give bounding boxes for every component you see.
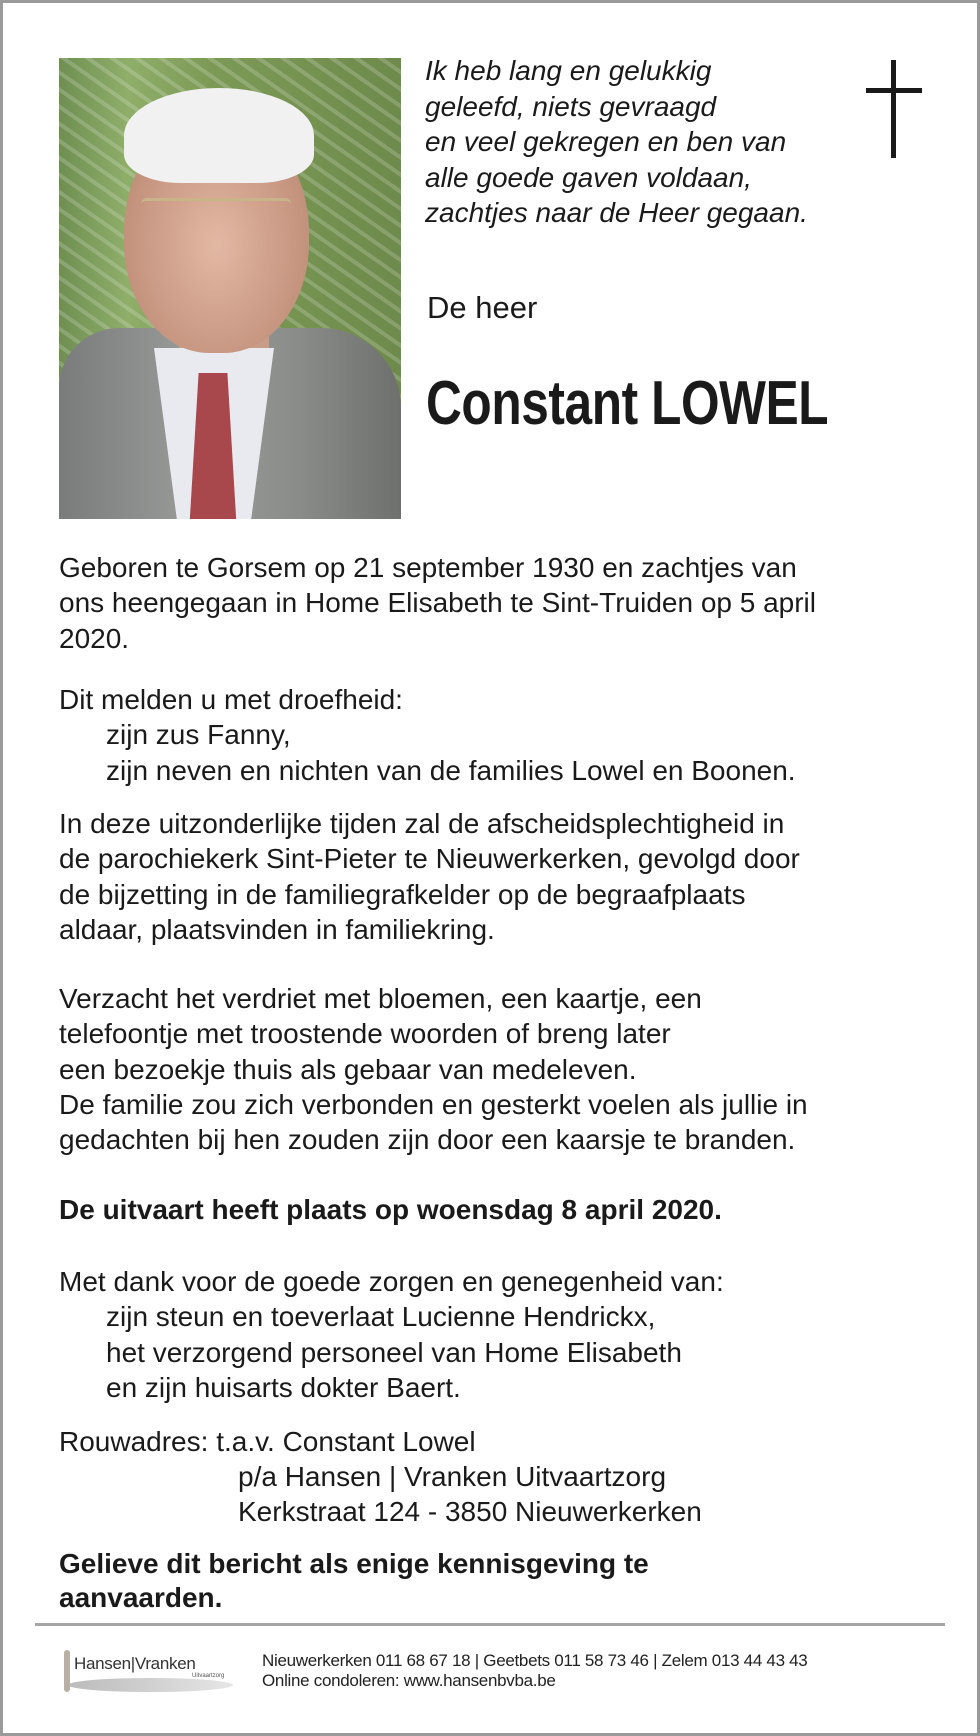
text-line: de bijzetting in de familiegrafkelder op de begraafplaats (59, 878, 746, 910)
salutation: De heer (427, 290, 538, 325)
text-line: gedachten bij hen zouden zijn door een kaarsje te branden. (59, 1124, 796, 1156)
quote-line: Ik heb lang en gelukkig (425, 55, 712, 86)
announce-paragraph (59, 682, 796, 788)
text-line: telefoontje met troostende woorden of breng later (59, 1018, 671, 1050)
closing-note (59, 1547, 649, 1615)
text-line: Geboren te Gorsem op 21 september 1930 en zachtjes van (59, 552, 797, 583)
list-item: en zijn huisarts dokter Baert. (106, 1371, 461, 1403)
funeral-date: De uitvaart heeft plaats op woensdag 8 april 2020. (59, 1194, 722, 1225)
text-line: aanvaarden. (59, 1582, 223, 1613)
quote-line: en veel gekregen en ben van (425, 126, 787, 157)
text-line: de parochiekerk Sint-Pieter te Nieuwerkerken, gevolgd door (59, 843, 800, 875)
quote (425, 53, 808, 231)
mourning-address (59, 1424, 702, 1529)
list-item: het verzorgend personeel van Home Elisabeth (106, 1336, 682, 1368)
text-line: In deze uitzonderlijke tijden zal de afscheidsplechtigheid in (59, 808, 785, 839)
list-item: zijn zus Fanny, (106, 719, 291, 751)
text-line: Met dank voor de goede zorgen en genegenheid van: (59, 1266, 724, 1297)
list-item: zijn neven en nichten van de families Lowel en Boonen. (106, 754, 796, 786)
funeral-home-logo (62, 1648, 234, 1694)
logo-name: Hansen|Vranken (74, 1654, 196, 1673)
thanks-paragraph (59, 1264, 724, 1405)
address-label: Rouwadres: (59, 1426, 209, 1457)
text-line: een bezoekje thuis als gebaar van medeleven. (59, 1053, 637, 1085)
address-line: p/a Hansen | Vranken Uitvaartzorg (238, 1461, 667, 1492)
text-line: ons heengegaan in Home Elisabeth te Sint-Truiden op 5 april (59, 587, 816, 619)
text-line: Dit melden u met droefheid: (59, 684, 403, 715)
portrait-photo (59, 58, 401, 519)
quote-line: alle goede gaven voldaan, (425, 161, 752, 193)
deceased-name: Constant LOWEL (426, 369, 829, 438)
quote-line: geleefd, niets gevraagd (425, 90, 717, 122)
list-item: zijn steun en toeverlaat Lucienne Hendrickx, (106, 1301, 656, 1333)
address-line: t.a.v. Constant Lowel (216, 1426, 476, 1457)
logo-subtitle: Uitvaartzorg (192, 1673, 225, 1679)
cross-icon (866, 60, 922, 158)
footer-contact (262, 1651, 807, 1691)
footer-phones: Nieuwerkerken 011 68 67 18 | Geetbets 011 58 73 46 | Zelem 013 44 43 43 (262, 1651, 808, 1670)
ceremony-paragraph (59, 806, 800, 947)
text-line: De familie zou zich verbonden en gesterkt voelen als jullie in (59, 1088, 808, 1120)
text-line: 2020. (59, 622, 130, 654)
comfort-paragraph (59, 981, 808, 1157)
footer-online-link[interactable]: Online condoleren: www.hansenbvba.be (262, 1671, 556, 1690)
text-line: Gelieve dit bericht als enige kennisgeving te (59, 1548, 649, 1579)
text-line: Verzacht het verdriet met bloemen, een kaartje, een (59, 983, 702, 1014)
address-line: Kerkstraat 124 - 3850 Nieuwerkerken (238, 1496, 702, 1527)
text-line: aldaar, plaatsvinden in familiekring. (59, 913, 495, 945)
quote-line: zachtjes naar de Heer gegaan. (425, 197, 808, 228)
divider (35, 1623, 945, 1626)
birth-paragraph (59, 550, 816, 656)
